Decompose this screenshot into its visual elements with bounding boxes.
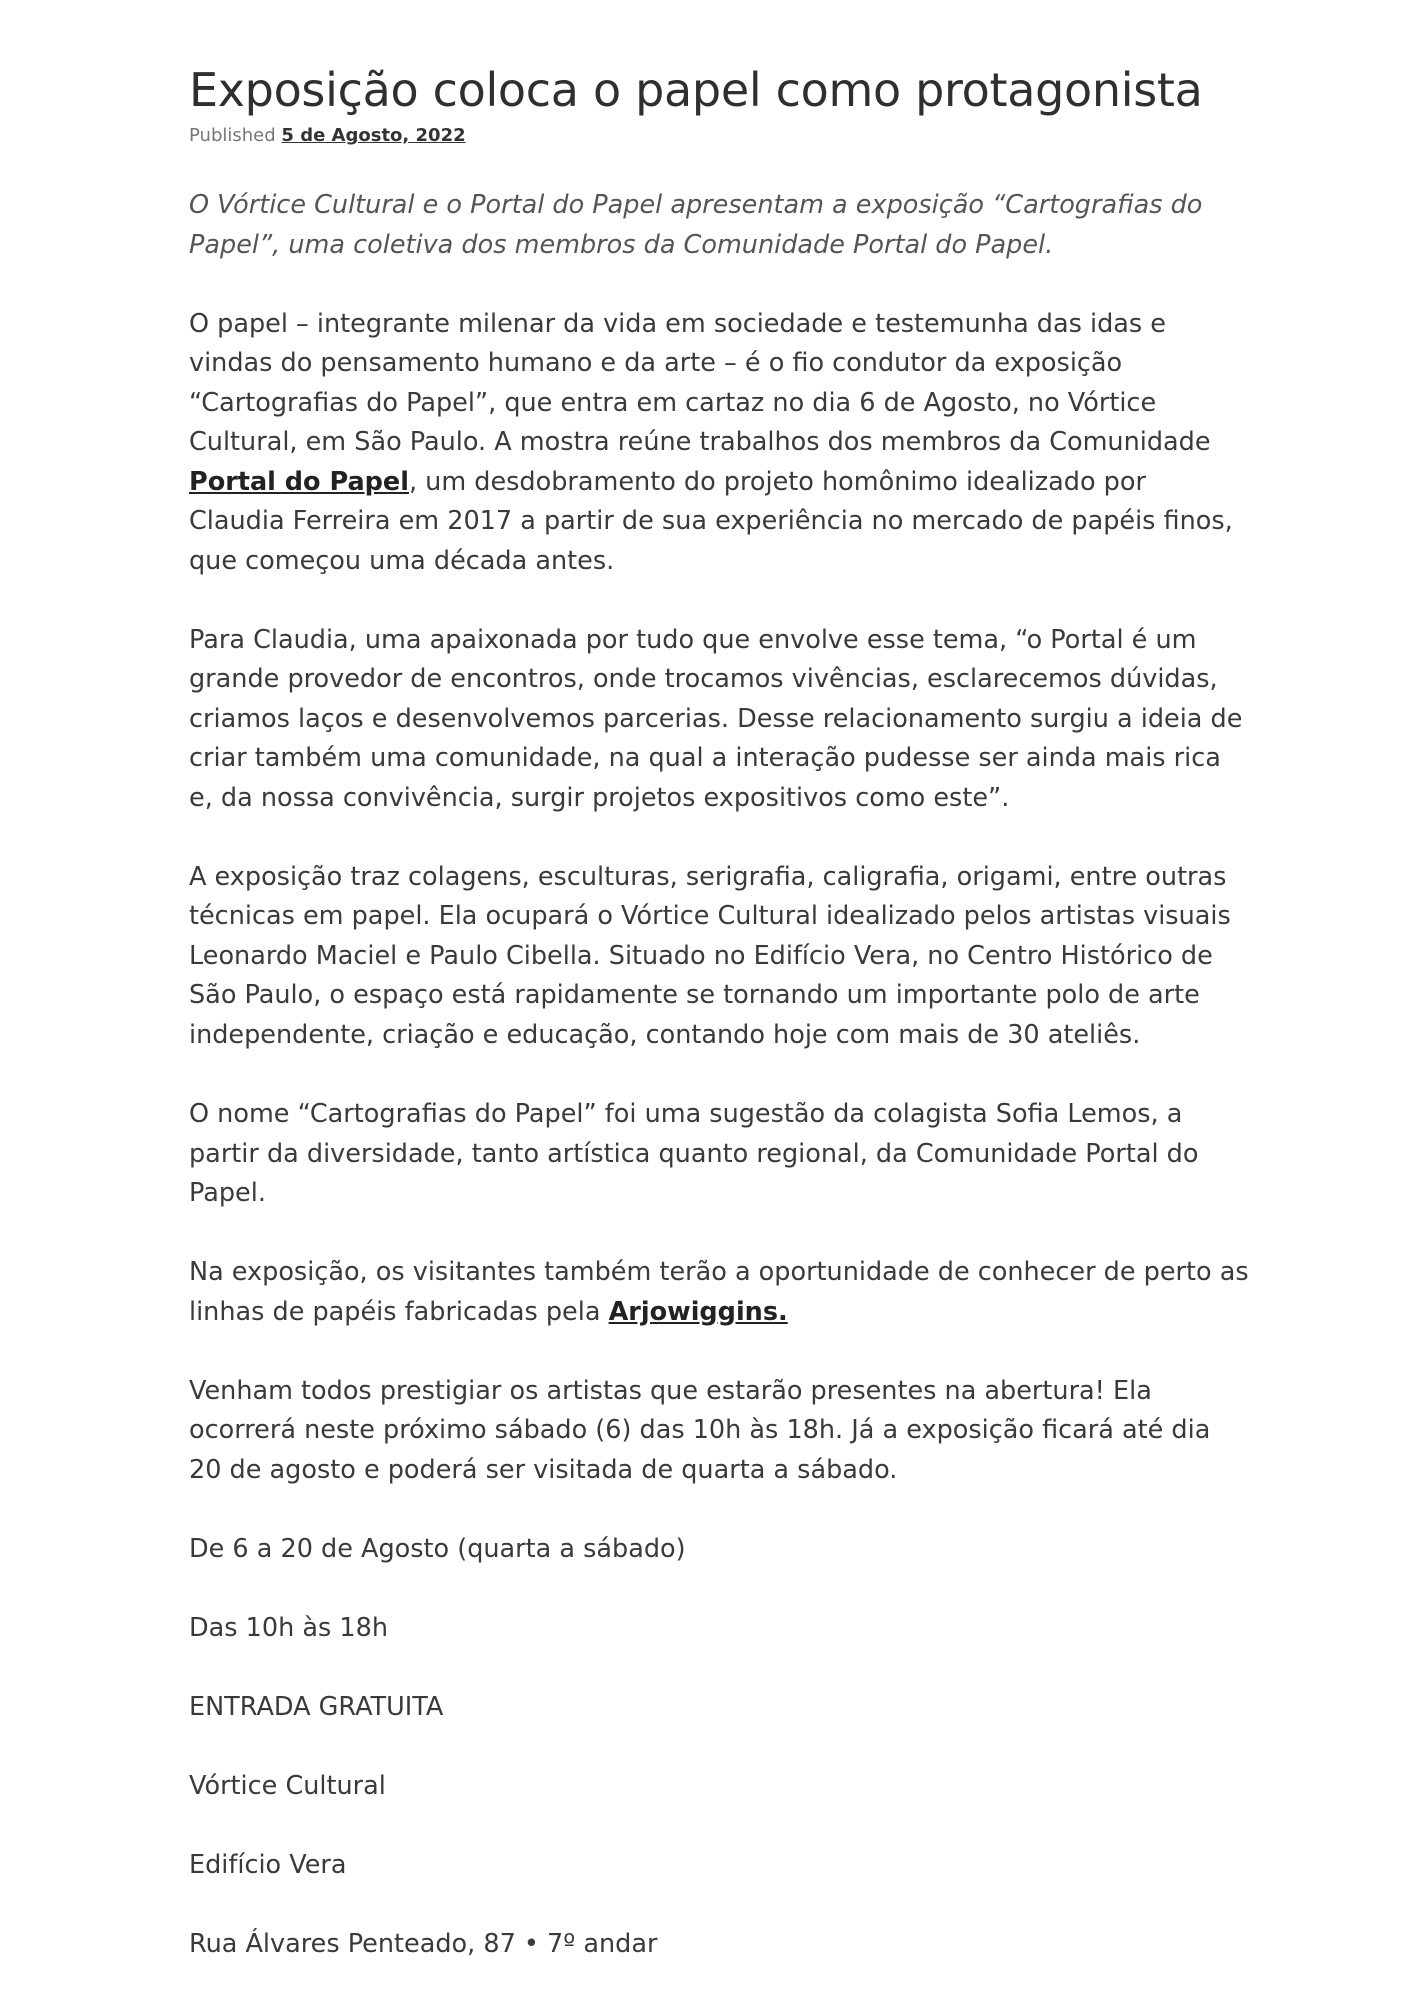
paragraph-1 — [189, 305, 1249, 582]
info-dates: De 6 a 20 de Agosto (quarta a sábado) — [189, 1533, 686, 1564]
info-building: Edifício Vera — [189, 1849, 347, 1880]
paragraph-5-text: Na exposição, os visitantes também terão a oportunidade de conhecer de perto as linhas de papéis fabricadas pela — [189, 1257, 1249, 1327]
paragraph-4: O nome “Cartografias do Papel” foi uma sugestão da colagista Sofia Lemos, a partir da diversidade, tanto artística quanto regional, da Comunidade Portal do Papel. — [189, 1099, 1199, 1208]
article-lead: O Vórtice Cultural e o Portal do Papel apresentam a exposição “Cartografias do Papel”, uma coletiva dos membros da Comunidade Portal do Papel. — [189, 190, 1203, 260]
info-entry: ENTRADA GRATUITA — [189, 1691, 444, 1722]
paragraph-5 — [189, 1253, 1249, 1332]
arjowiggins-link[interactable]: Arjowiggins. — [608, 1296, 788, 1327]
published-date-link[interactable]: 5 de Agosto, 2022 — [281, 125, 466, 146]
published-label: Published — [189, 125, 276, 146]
article-body — [189, 186, 1249, 1964]
article-title: Exposição coloca o papel como protagonista — [189, 63, 1203, 117]
published-meta — [189, 124, 1249, 148]
paragraph-6: Venham todos prestigiar os artistas que estarão presentes na abertura! Ela ocorrerá neste próximo sábado (6) das 10h às 18h. Já a exposição ficará até dia 20 de agosto e poderá ser visitada de quarta a sábado. — [189, 1375, 1211, 1485]
info-venue: Vórtice Cultural — [189, 1770, 386, 1801]
paragraph-1-text-b: , um desdobramento do projeto homônimo idealizado por Claudia Ferreira em 2017 a partir de sua experiência no mercado de papéis finos, que começou uma década antes. — [189, 466, 1233, 576]
info-hours: Das 10h às 18h — [189, 1612, 388, 1643]
paragraph-1-text-a: O papel – integrante milenar da vida em sociedade e testemunha das idas e vindas do pensamento humano e da arte – é o fio condutor da exposição “Cartografias do Papel”, que entra em cartaz no dia 6 de Agosto, no Vórtice Cultural, em São Paulo. A mostra reúne trabalhos dos membros da Comunidade — [189, 308, 1211, 457]
info-address: Rua Álvares Penteado, 87 • 7º andar — [189, 1928, 658, 1959]
paragraph-2: Para Claudia, uma apaixonada por tudo que envolve esse tema, “o Portal é um grande provedor de encontros, onde trocamos vivências, esclarecemos dúvidas, criamos laços e desenvolvemos parcerias. Desse relacionamento surgiu a ideia de criar também uma comunidade, na qual a interação pudesse ser ainda mais rica e, da nossa convivência, surgir projetos expositivos como este”. — [189, 624, 1243, 813]
article — [189, 60, 1249, 2004]
paragraph-3: A exposição traz colagens, esculturas, serigrafia, caligrafia, origami, entre outras técnicas em papel. Ela ocupará o Vórtice Cultural idealizado pelos artistas visuais Leonardo Maciel e Paulo Cibella. Situado no Edifício Vera, no Centro Histórico de São Paulo, o espaço está rapidamente se tornando um importante polo de arte independente, criação e educação, contando hoje com mais de 30 ateliês. — [189, 861, 1231, 1050]
portal-do-papel-link[interactable]: Portal do Papel — [189, 466, 409, 497]
